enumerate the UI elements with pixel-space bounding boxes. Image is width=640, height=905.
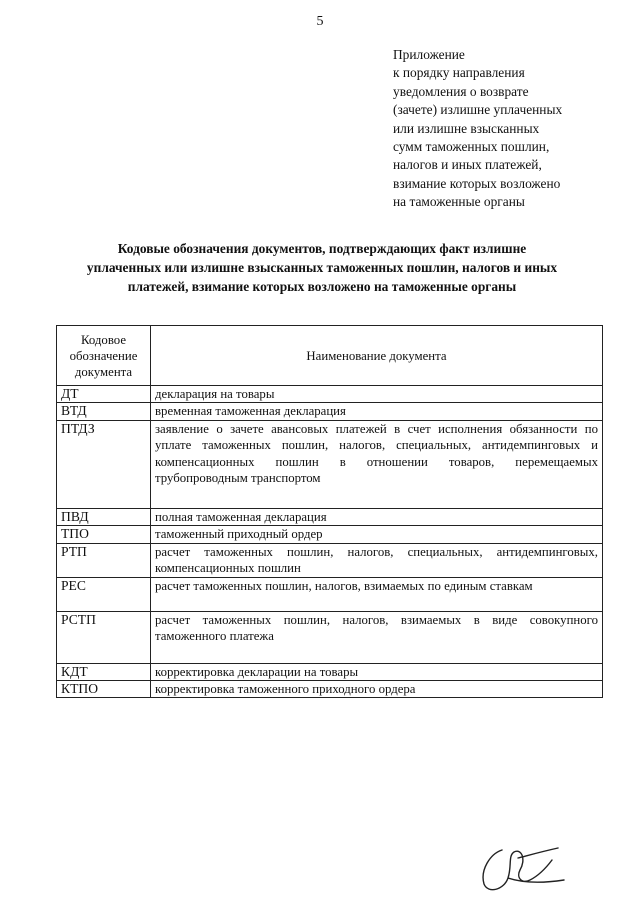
title-line: платежей, взимание которых возложено на таможенные органы bbox=[127, 279, 517, 294]
table-row bbox=[57, 577, 603, 611]
row-name: полная таможенная декларация bbox=[151, 508, 603, 525]
table-row bbox=[57, 611, 603, 663]
table-row bbox=[57, 543, 603, 577]
appendix-line: уведомления о возврате bbox=[393, 83, 529, 99]
row-code: КДТ bbox=[57, 663, 151, 680]
table-row bbox=[57, 420, 603, 508]
header-code-line: документа bbox=[74, 364, 133, 379]
row-code: КТПО bbox=[57, 681, 151, 698]
row-name: декларация на товары bbox=[151, 386, 603, 403]
document-title bbox=[40, 239, 604, 296]
header-code bbox=[57, 326, 151, 386]
row-code: ТПО bbox=[57, 526, 151, 543]
table-row bbox=[57, 526, 603, 543]
title-line: уплаченных или излишне взысканных таможенных пошлин, налогов и иных bbox=[86, 260, 558, 275]
appendix-note bbox=[393, 46, 623, 212]
row-name: корректировка декларации на товары bbox=[151, 663, 603, 680]
row-code: РСТП bbox=[57, 611, 151, 663]
row-code: РТП bbox=[57, 543, 151, 577]
table-row bbox=[57, 663, 603, 680]
appendix-line: или излишне взысканных bbox=[393, 120, 540, 136]
row-name: расчет таможенных пошлин, налогов, специальных, антидемпинговых, компенсационных пошлин bbox=[151, 543, 603, 577]
row-name: корректировка таможенного приходного ордера bbox=[151, 681, 603, 698]
appendix-line: взимание которых возложено bbox=[393, 175, 561, 191]
row-name: расчет таможенных пошлин, налогов, взимаемых в виде совокупного таможенного платежа bbox=[151, 611, 603, 663]
table-row bbox=[57, 681, 603, 698]
table-row bbox=[57, 403, 603, 420]
table-header-row bbox=[57, 326, 603, 386]
row-code: ПВД bbox=[57, 508, 151, 525]
row-name: временная таможенная декларация bbox=[151, 403, 603, 420]
appendix-line: на таможенные органы bbox=[393, 194, 525, 210]
row-code: РЕС bbox=[57, 577, 151, 611]
handwritten-signature bbox=[468, 838, 568, 898]
table-row bbox=[57, 508, 603, 525]
row-code: ПТДЗ bbox=[57, 420, 151, 508]
row-code: ВТД bbox=[57, 403, 151, 420]
title-line: Кодовые обозначения документов, подтверждающих факт излишне bbox=[117, 241, 527, 256]
header-code-line: Кодовое bbox=[80, 332, 127, 347]
document-codes-table bbox=[56, 325, 603, 698]
header-code-line: обозначение bbox=[69, 348, 138, 363]
row-name: расчет таможенных пошлин, налогов, взимаемых по единым ставкам bbox=[151, 577, 603, 611]
table-row bbox=[57, 386, 603, 403]
row-code: ДТ bbox=[57, 386, 151, 403]
appendix-line: к порядку направления bbox=[393, 65, 525, 81]
row-name: заявление о зачете авансовых платежей в счет исполнения обязанности по уплате таможенных пошлин, налогов, специальных, антидемпинговых и компенсационных пошлин в отношении товаров, перемещаемых трубопроводным транспортом bbox=[151, 420, 603, 508]
appendix-line: Приложение bbox=[393, 47, 465, 62]
appendix-line: (зачете) излишне уплаченных bbox=[393, 102, 563, 118]
header-name: Наименование документа bbox=[151, 326, 603, 386]
row-name: таможенный приходный ордер bbox=[151, 526, 603, 543]
page-number: 5 bbox=[316, 14, 324, 29]
appendix-line: налогов и иных платежей, bbox=[393, 157, 542, 173]
appendix-line: сумм таможенных пошлин, bbox=[393, 139, 550, 155]
